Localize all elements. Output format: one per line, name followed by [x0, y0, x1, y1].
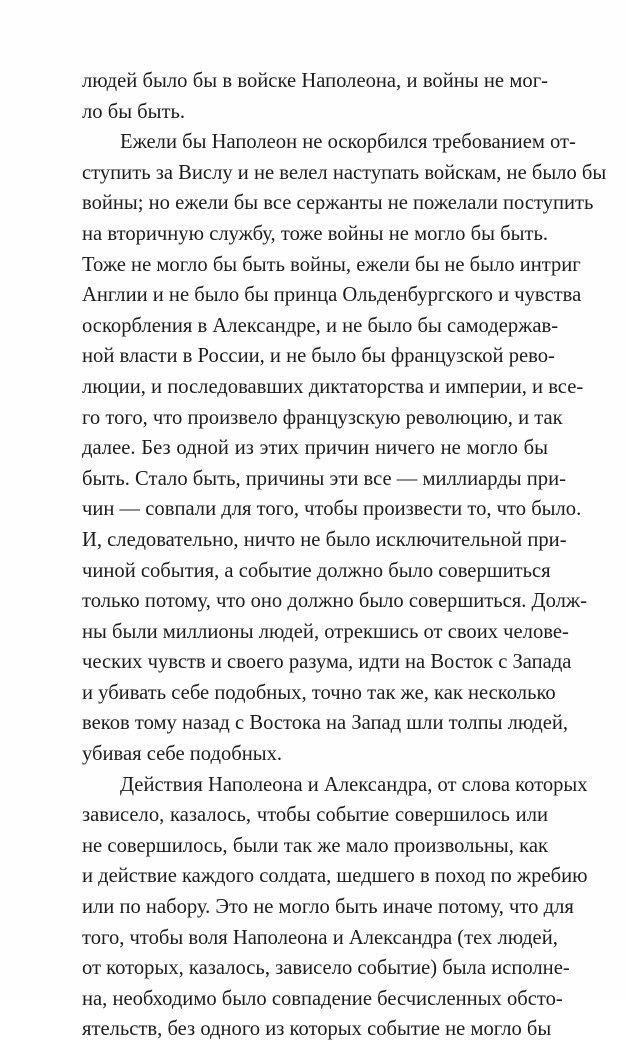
text-line: люции, и последовавших диктаторства и империи, и все- — [82, 375, 584, 398]
text-line: и действие каждого солдата, шедшего в поход по жребию — [82, 865, 588, 888]
text-line: того, чтобы воля Наполеона и Александра (тех людей, — [82, 926, 558, 949]
text-line: далее. Без одной из этих причин ничего не могло бы — [82, 437, 548, 460]
text-line: Англии и не было бы принца Ольденбургского и чувства — [82, 284, 582, 307]
text-line: на, необходимо было совпадение бесчисленных обсто- — [82, 987, 563, 1010]
text-line: от которых, казалось, зависело событие) была исполне- — [82, 957, 570, 980]
text-line: или по набору. Это не могло быть иначе потому, что для — [82, 896, 574, 919]
text-line: Действия Наполеона и Александра, от слова которых — [120, 773, 588, 796]
page-text — [82, 66, 607, 1045]
text-line: ятельств, без одного из которых событие не могло бы — [82, 1018, 552, 1041]
text-line: зависело, казалось, чтобы событие совершилось или — [82, 804, 548, 827]
text-line: Тоже не могло бы быть войны, ежели бы не было интриг — [82, 253, 581, 276]
text-line: быть. Стало быть, причины эти все — миллиарды при- — [82, 467, 566, 490]
text-line: и убивать себе подобных, точно так же, как несколько — [82, 681, 556, 704]
text-line: оскорбления в Александре, и не было бы самодержав- — [82, 314, 559, 337]
text-line: убивая себе подобных. — [82, 743, 283, 766]
text-line: ступить за Вислу и не велел наступать войскам, не было бы — [82, 161, 607, 184]
text-line: ны были миллионы людей, отрекшись от своих челове- — [82, 620, 569, 643]
text-line: только потому, что оно должно было совершиться. Долж- — [82, 590, 587, 613]
text-line: не совершилось, были так же мало произвольны, как — [82, 834, 548, 857]
text-line: ло бы быть. — [82, 100, 186, 123]
text-line: людей было бы в войске Наполеона, и войны не мог- — [82, 70, 548, 92]
text-line: на вторичную службу, тоже войны не могло бы быть. — [82, 222, 548, 245]
text-line: го того, что произвело французскую революцию, и так — [82, 406, 563, 429]
text-line: войны; но ежели бы все сержанты не пожелали поступить — [82, 192, 594, 215]
text-line: И, следовательно, ничто не было исключительной при- — [82, 528, 567, 551]
text-line: чин — совпали для того, чтобы произвести то, что было. — [82, 498, 582, 521]
text-line: ной власти в России, и не было бы французской рево- — [82, 345, 555, 368]
text-line: Ежели бы Наполеон не оскорбился требованием от- — [120, 131, 576, 154]
text-line: ческих чувств и своего разума, идти на Восток с Запада — [82, 651, 572, 674]
text-line: чиной события, а событие должно было совершиться — [82, 559, 551, 582]
text-line: веков тому назад с Востока на Запад шли толпы людей, — [82, 712, 569, 735]
